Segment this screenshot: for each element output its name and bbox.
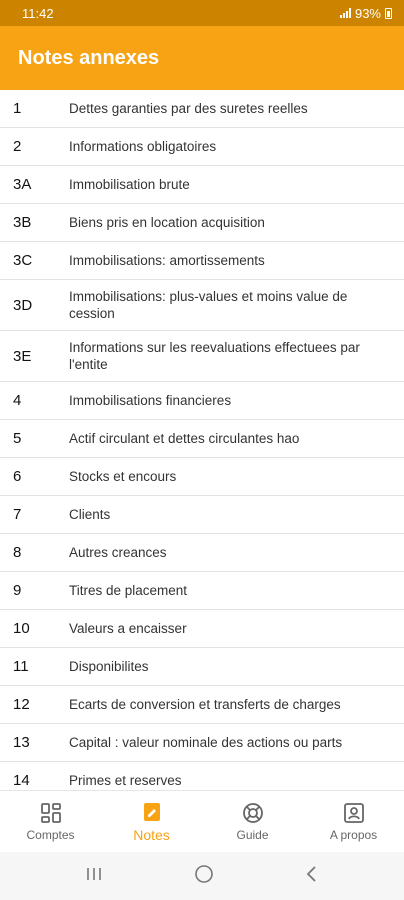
list-item[interactable] [0,331,404,382]
note-number: 2 [13,138,22,155]
app-bar [0,26,404,90]
note-label: Informations sur les reevaluations effectuees par l'entite [69,340,360,372]
list-item[interactable] [0,762,404,790]
note-number: 3E [13,347,32,365]
note-label: Disponibilites [69,659,149,674]
note-label: Ecarts de conversion et transferts de charges [69,697,341,712]
note-number: 3C [13,252,33,269]
list-item[interactable] [0,648,404,686]
status-indicators [340,6,392,21]
note-number: 8 [13,544,22,561]
list-item[interactable] [0,572,404,610]
contact-card-icon [343,802,365,824]
note-number: 5 [13,430,22,447]
dashboard-icon [40,802,62,824]
note-edit-icon [141,801,163,823]
nav-label-notes: Notes [133,826,170,843]
nav-item-a-propos[interactable] [303,791,404,852]
list-item[interactable] [0,686,404,724]
bottom-nav [0,790,404,852]
note-number: 13 [13,734,30,751]
note-number: 10 [13,620,30,637]
note-number: 3D [13,296,33,314]
note-number: 12 [13,696,30,713]
note-number: 1 [13,100,22,117]
status-bar [0,0,404,26]
list-item[interactable] [0,610,404,648]
page-title: Notes annexes [18,46,160,69]
list-item[interactable] [0,458,404,496]
note-number: 9 [13,582,22,599]
note-label: Informations obligatoires [69,139,217,154]
note-label: Immobilisation brute [69,177,190,192]
note-label: Clients [69,507,111,522]
note-label: Immobilisations financieres [69,393,232,408]
note-number: 11 [13,658,29,675]
battery-icon [385,8,392,19]
note-label: Valeurs a encaisser [69,621,187,636]
note-label: Dettes garanties par des suretes reelles [69,101,308,116]
nav-label-guide: Guide [236,827,269,842]
battery-level: 93% [354,5,381,21]
note-number: 3B [13,214,32,231]
note-label: Capital : valeur nominale des actions ou parts [69,735,343,750]
nav-item-comptes[interactable] [0,791,101,852]
note-label: Immobilisations: amortissements [69,253,265,268]
note-label: Biens pris en location acquisition [69,215,265,230]
list-item[interactable] [0,90,404,128]
note-label: Autres creances [69,545,167,560]
list-item[interactable] [0,420,404,458]
note-label: Actif circulant et dettes circulantes hao [69,431,300,446]
note-number: 14 [13,772,30,789]
note-number: 7 [13,506,22,523]
note-label: Immobilisations: plus-values et moins value de cession [69,289,348,321]
nav-item-guide[interactable] [202,791,303,852]
note-label: Titres de placement [69,583,188,598]
list-item[interactable] [0,724,404,762]
nav-label-a-propos: A propos [329,827,378,842]
back-icon[interactable] [305,865,319,888]
note-number: 6 [13,468,22,485]
list-item[interactable] [0,382,404,420]
note-label: Stocks et encours [69,469,177,484]
lifebuoy-icon [242,802,264,824]
list-item[interactable] [0,534,404,572]
list-item[interactable] [0,280,404,331]
list-item[interactable] [0,128,404,166]
signal-icon [340,8,351,18]
note-label: Primes et reserves [69,773,182,788]
nav-item-notes[interactable] [101,791,202,852]
nav-label-comptes: Comptes [26,827,75,842]
recent-apps-icon[interactable] [85,866,103,887]
list-item[interactable] [0,204,404,242]
note-number: 3A [13,176,32,193]
home-icon[interactable] [194,864,214,889]
list-item[interactable] [0,242,404,280]
notes-list[interactable] [0,90,404,790]
note-number: 4 [13,392,22,409]
list-item[interactable] [0,166,404,204]
list-item[interactable] [0,496,404,534]
status-time: 11:42 [22,5,54,21]
system-nav-bar [0,852,404,900]
